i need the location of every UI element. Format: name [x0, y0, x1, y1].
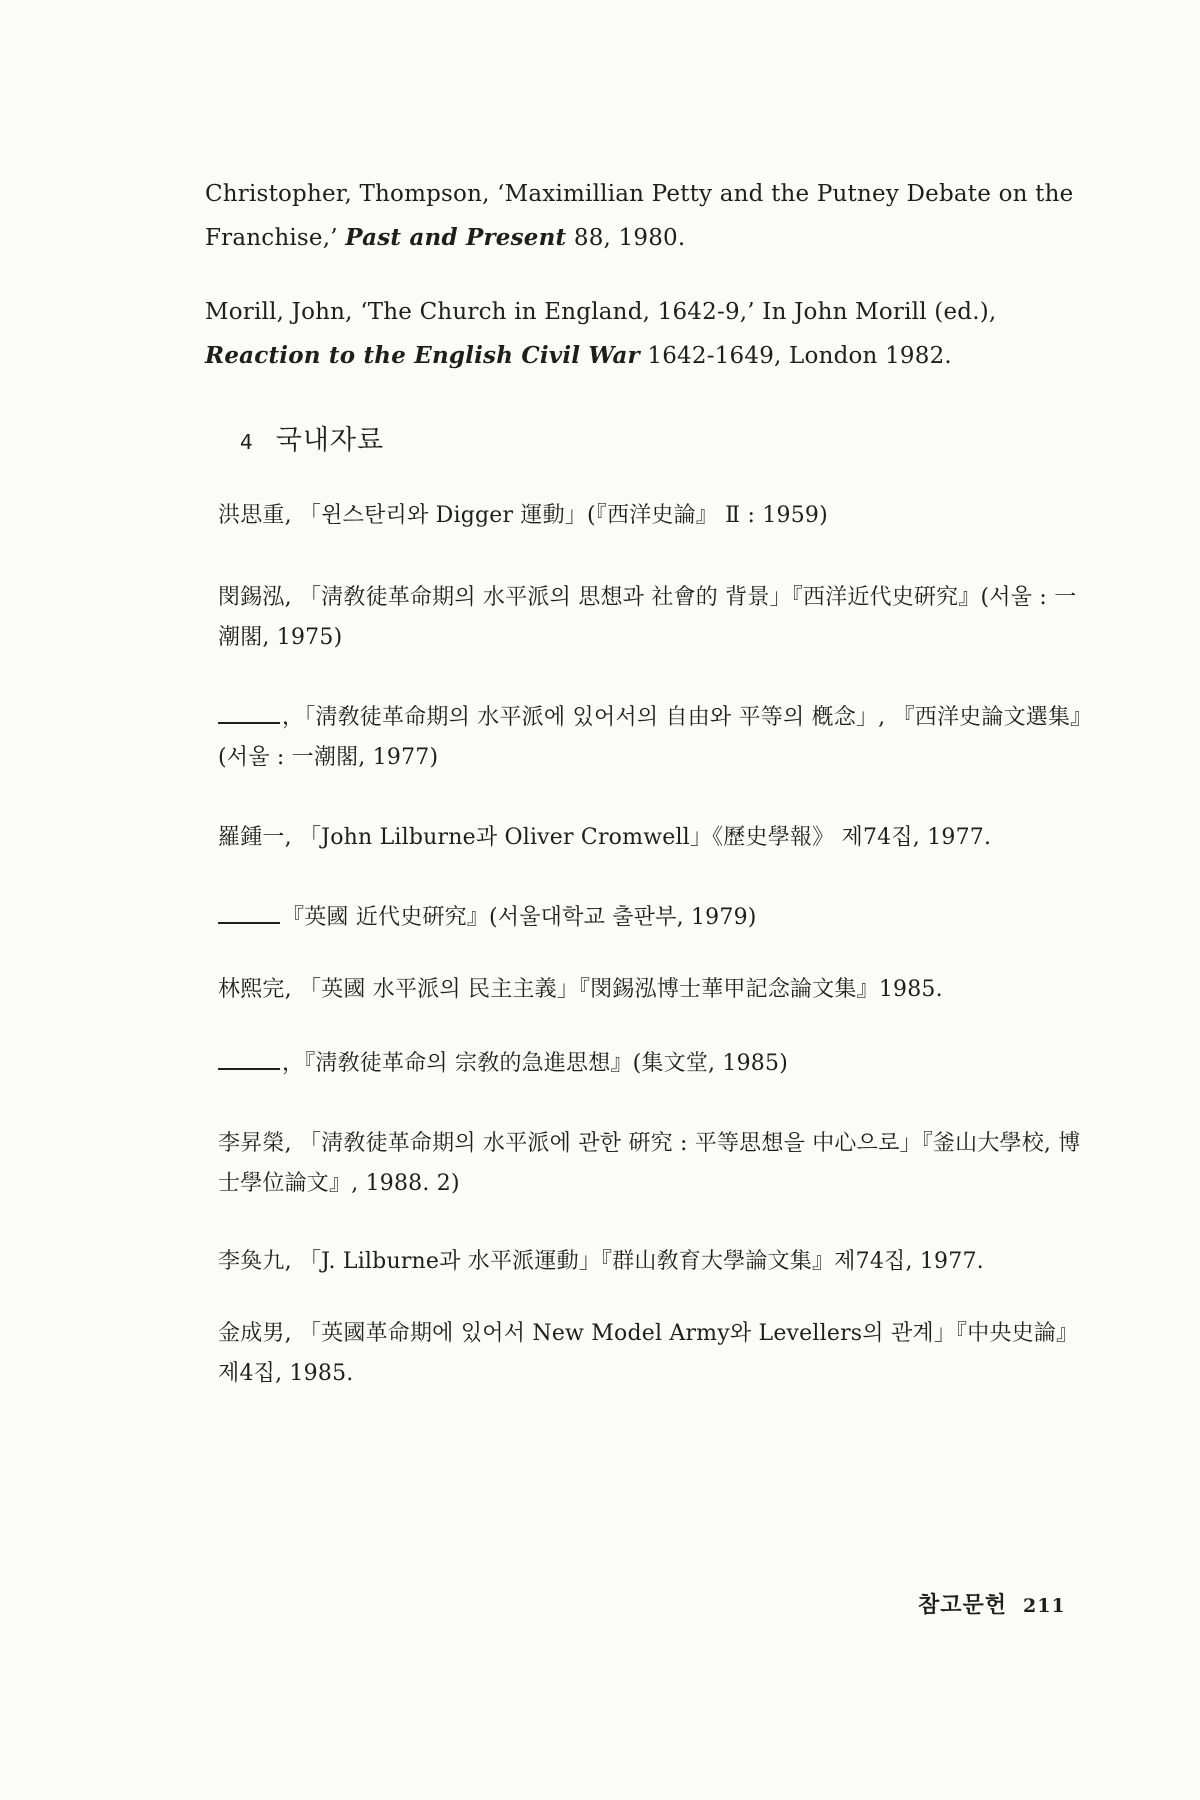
reference-entry: 林熙完, 「英國 水平派의 民主主義」『閔錫泓博士華甲記念論文集』1985. — [218, 977, 943, 1002]
reference-entry: 閔錫泓, 「淸敎徒革命期의 水平派의 思想과 社會的 背景」『西洋近代史硏究』(서울 : 一潮閣, 1975) — [218, 585, 1077, 650]
reference-text: ，『淸敎徒革命의 宗敎的急進思想』(集文堂, 1985) — [282, 1051, 788, 1076]
reference-text: 88, 1980. — [566, 225, 686, 251]
repeat-author-rule — [218, 1066, 280, 1070]
reference-entry: 李昇榮, 「淸敎徒革命期의 水平派에 관한 硏究 : 平等思想을 中心으로」『釜山大學校, 博士學位論文』, 1988. 2) — [218, 1131, 1081, 1196]
page-number: 211 — [1023, 1595, 1066, 1617]
section-number: 4 — [240, 430, 254, 454]
reference-text: Christopher, Thompson, ‘Maximillian Petty and the Putney Debate on the Franchise,’ — [205, 181, 1074, 251]
page-footer — [918, 1588, 1066, 1619]
reference-entry — [218, 898, 1086, 938]
journal-title: Past and Present — [345, 224, 567, 251]
section-title: 국내자료 — [275, 425, 385, 456]
reference-entry — [205, 290, 1075, 378]
running-footer-label: 참고문헌 — [918, 1593, 1008, 1618]
reference-entry: 金成男, 「英國革命期에 있어서 New Model Army와 Levellers의 관계」『中央史論』제4집, 1985. — [218, 1321, 1079, 1386]
reference-text: 1642-1649, London 1982. — [639, 343, 952, 369]
reference-text: 『英國 近代史硏究』(서울대학교 출판부, 1979) — [282, 905, 757, 930]
reference-entry: 洪思重, 「윈스탄리와 Digger 運動」(『西洋史論』 Ⅱ : 1959) — [218, 503, 828, 528]
reference-entry — [218, 1044, 1086, 1084]
reference-text: ，「淸敎徒革命期의 水平派에 있어서의 自由와 平等의 槪念」, 『西洋史論文選集』(서울 : 一潮閣, 1977) — [218, 705, 1082, 770]
reference-entry — [205, 172, 1075, 260]
repeat-author-rule — [218, 720, 280, 724]
book-title: Reaction to the English Civil War — [205, 342, 640, 369]
repeat-author-rule — [218, 920, 280, 924]
reference-entry: 羅鍾一, 「John Lilburne과 Oliver Cromwell」《歷史學報》 제74집, 1977. — [218, 825, 992, 850]
reference-entry — [218, 698, 1086, 778]
section-heading — [240, 418, 384, 457]
reference-text: Morill, John, ‘The Church in England, 1642-9,’ In John Morill (ed.), — [205, 299, 997, 325]
reference-entry: 李奐九, 「J. Lilburne과 水平派運動」『群山敎育大學論文集』제74집, 1977. — [218, 1249, 984, 1274]
